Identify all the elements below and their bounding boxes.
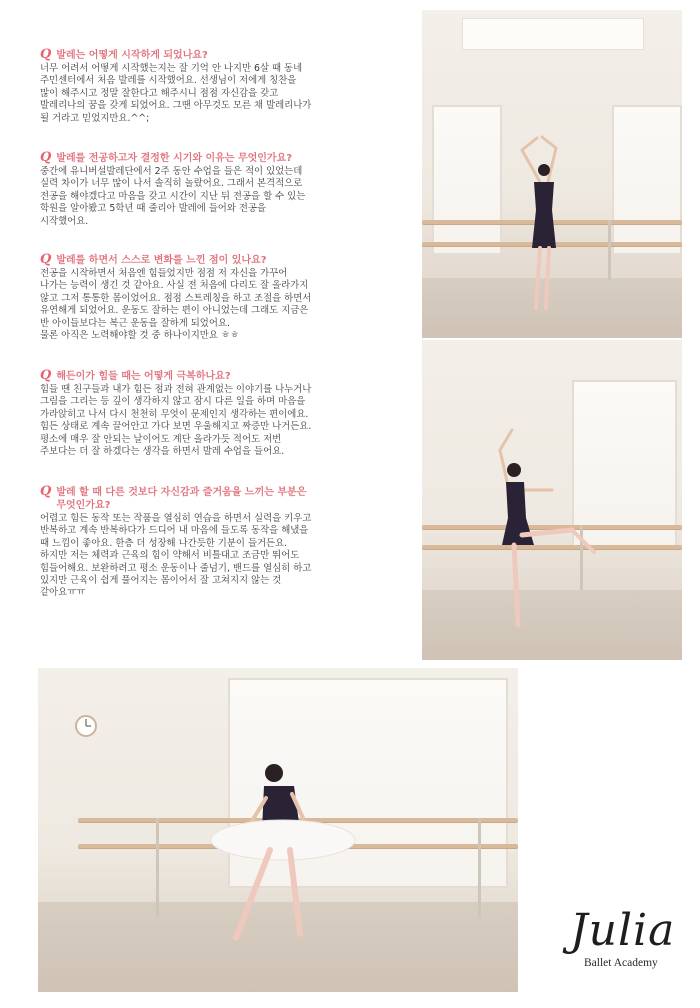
logo-subtitle: Ballet Academy xyxy=(584,957,658,969)
question-text: 발레를 하면서 스스로 변화를 느낀 점이 있나요? xyxy=(56,255,267,266)
answer-line: 반복하고 계속 반복하다가 드디어 내 마음에 들도록 동작을 해냈을 xyxy=(40,525,309,537)
ballerina-figure xyxy=(422,10,682,338)
answer-line: 어렵고 힘든 동작 또는 작품을 열심히 연습을 하면서 실력을 키우고 xyxy=(40,513,312,524)
answer-line: 가라앉히고 나서 다시 천천히 무엇이 문제인지 생각하는 편이에요. xyxy=(40,408,309,420)
answer-line: 너무 어려서 어떻게 시작했는지는 잘 기억 안 나지만 6살 때 동네 xyxy=(40,63,303,74)
answer-line: 될 거라고 믿었지만요.^^; xyxy=(40,112,150,124)
ballerina-photo-2 xyxy=(422,340,682,660)
answer-line: 힘든 상태로 계속 끌어안고 가다 보면 우울해지고 짜증만 나거든요. xyxy=(40,421,312,433)
answer-line: 그림을 그리는 등 깊이 생각하지 않고 잠시 다른 일을 하며 마음을 xyxy=(40,396,306,408)
answer-line: 전공을 해야겠다고 마음을 갖고 시간이 지난 뒤 전공을 할 수 있는 xyxy=(40,190,306,202)
qa-block-2 xyxy=(40,152,375,228)
answer-line: 있지만 근육이 쉽게 풀어지는 몸이어서 잘 고쳐지지 않는 것 xyxy=(40,575,282,587)
answer-line: 학원을 알아봤고 5학년 때 줄리아 발레에 들어와 전공을 xyxy=(40,203,267,215)
julia-ballet-academy-logo xyxy=(540,905,676,985)
answer-line: 때 느낌이 좋아요. 한층 더 성장해 나간듯한 기분이 들거든요. xyxy=(40,537,288,549)
answer-2 xyxy=(40,166,375,228)
question-text: 발레는 어떻게 시작하게 되었나요? xyxy=(56,50,208,61)
question-3 xyxy=(40,254,375,267)
answer-4 xyxy=(40,384,375,458)
question-text xyxy=(56,486,306,512)
ballerina-photo-1 xyxy=(422,10,682,338)
q-marker: Q xyxy=(40,368,52,383)
answer-line: 물론 아직은 노력해야할 것 중 하나이지만요 ㅎㅎ xyxy=(40,330,240,342)
ballerina-photo-3 xyxy=(38,668,518,992)
question-5 xyxy=(40,486,375,512)
answer-3 xyxy=(40,268,375,342)
answer-line: 같아요ㅠㅠ xyxy=(40,587,86,599)
question-text-line: 무엇인가요? xyxy=(56,500,111,511)
answer-line: 유연해게 되었어요. 운동도 잘하는 편이 아니었는데 그래도 지금은 xyxy=(40,305,309,317)
qa-block-5 xyxy=(40,486,375,600)
ballerina-figure xyxy=(422,340,682,660)
ballerina-figure xyxy=(38,668,518,992)
answer-line: 나가는 능력이 생긴 것 같아요. 사실 전 처음에 다리도 잘 올라가지 xyxy=(40,280,309,292)
answer-1 xyxy=(40,63,375,125)
question-2 xyxy=(40,152,375,165)
q-marker: Q xyxy=(40,47,52,62)
question-text: 해든이가 힘들 때는 어떻게 극복하나요? xyxy=(56,371,231,382)
question-text-line: 발레 할 때 다른 것보다 자신감과 즐거움을 느끼는 부분은 xyxy=(56,487,307,498)
q-marker: Q xyxy=(40,150,52,165)
answer-line: 평소에 매우 잘 안되는 날이어도 계단 올라가듯 적어도 저번 xyxy=(40,433,282,445)
qa-block-4 xyxy=(40,370,375,458)
q-marker: Q xyxy=(40,484,52,499)
answer-line: 발레리나의 꿈을 갖게 되었어요. 그땐 아무것도 모른 채 발레리나가 xyxy=(40,100,312,112)
answer-line: 전공을 시작하면서 처음엔 힘들었지만 점점 저 자신을 가꾸어 xyxy=(40,268,288,279)
answer-line: 실력 차이가 너무 많이 나서 솔직히 놀랐어요. 그래서 본격적으로 xyxy=(40,178,303,190)
answer-line: 반 아이들보다는 복근 운동을 잘하게 되었어요. xyxy=(40,317,230,329)
answer-line: 힘들 땐 친구들과 내가 힘든 점과 전혀 관계없는 이야기를 나누거나 xyxy=(40,384,312,395)
qa-block-3 xyxy=(40,254,375,342)
question-1 xyxy=(40,49,375,62)
question-text: 발레를 전공하고자 결정한 시기와 이유는 무엇인가요? xyxy=(56,153,293,164)
q-marker: Q xyxy=(40,252,52,267)
answer-line: 시작했어요. xyxy=(40,215,89,227)
logo-name: Julia xyxy=(570,905,676,956)
question-4 xyxy=(40,370,375,383)
answer-line: 힘들어해요. 보완하려고 평소 운동이나 줄넘기, 밴드를 열심히 하고 xyxy=(40,562,312,574)
answer-line: 주민센터에서 처음 발레를 시작했어요. 선생님이 저에게 칭찬을 xyxy=(40,75,297,87)
answer-line: 하지만 저는 체력과 근육의 힘이 약해서 비틀대고 조금만 뛰어도 xyxy=(40,550,300,562)
answer-line: 중간에 유니버설발레단에서 2주 동안 수업을 들은 적이 있었는데 xyxy=(40,166,303,177)
qa-block-1 xyxy=(40,49,375,125)
answer-line: 많이 해주시고 정말 잘한다고 해주시니 점점 자신감을 갖고 xyxy=(40,87,279,99)
answer-line: 주보다는 더 잘 하겠다는 생각을 하면서 발레 수업을 들어요. xyxy=(40,446,285,458)
answer-line: 않고 그저 통통한 몸이었어요. 점점 스트레칭을 하고 조절을 하면서 xyxy=(40,292,312,304)
answer-5 xyxy=(40,513,375,600)
